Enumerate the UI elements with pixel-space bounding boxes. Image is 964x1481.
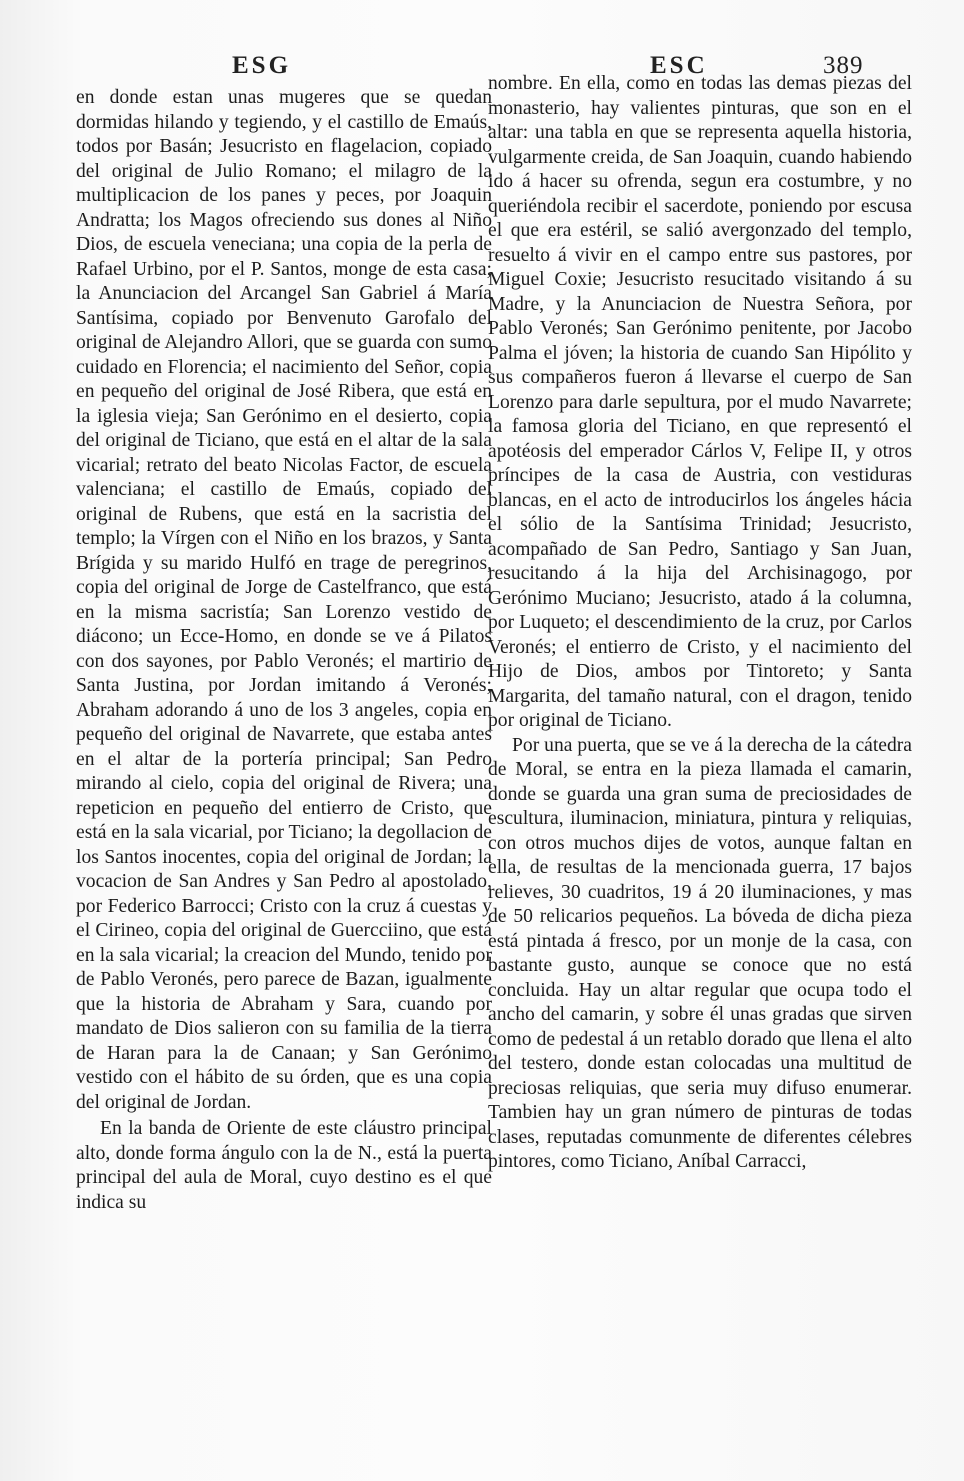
left-paragraph-2: En la banda de Oriente de este cláustro principal alto, donde forma ángulo con la de N., está la puerta principal del aula de Moral, cuyo destino es el que indica su xyxy=(76,1118,492,1213)
right-paragraph-1: nombre. En ella, como en todas las demas piezas del monasterio, hay valientes pinturas, que son en el altar: una tabla en que se representa aquella historia, vulgarmente creida, de San Joaquin, cuando habiendo ido á hacer su ofrenda, segun era costumbre, y no queriéndola recibir el sacerdote, poniendo por escusa el que era estéril, se salió avergonzado del templo, resuelto á vivir en el campo entre sus pastores, por Miguel Coxie; Jesucristo resucitado visitando á su Madre, y la Anunciacion de Nuestra Señora, por Pablo Veronés; San Gerónimo penitente, por Jacobo Palma el jóven; la historia de cuando San Hipólito y sus compañeros fueron á llevarse el cuerpo de San Lorenzo para darle sepultura, por el mudo Navarrete; la famosa gloria del Ticiano, en que representó el apotéosis del emperador Cárlos V, Felipe II, y otros príncipes de la casa de Austria, con vestiduras blancas, en el acto de introducirlos los ángeles hácia el sólio de la Santísima Trinidad; Jesucristo, acompañado de San Pedro, Santiago y San Juan, resucitando á la hija del Archisinagogo, por Gerónimo Muciano; Jesucristo, atado á la columna, por Luqueto; el descendimiento de la cruz, por Carlos Veronés; el entierro de Cristo, y el nacimiento del Hijo de Dios, ambos por Tintoreto; y Santa Margarita, del tamaño natural, con el dragon, tenido por original de Ticiano. xyxy=(488,73,912,731)
running-head-right: ESC xyxy=(650,52,708,79)
right-text-column xyxy=(488,72,912,1175)
page-number: 389 xyxy=(823,52,864,79)
right-paragraph-2: Por una puerta, que se ve á la derecha de la cátedra de Moral, se entra en la pieza llamada el camarin, donde se guarda una gran suma de preciosidades de escultura, iluminacion, miniatura, pintura y reliquias, con otros muchos dijes de votos, aunque faltan en ella, de resultas de la mencionada guerra, 17 bajos relieves, 30 cuadritos, 19 á 20 iluminaciones, y mas de 50 relicarios pequeños. La bóveda de dicha pieza está pintada á fresco, por un monje de la casa, con bastante gusto, aunque se conoce que no está concluida. Hay un altar regular que ocupa todo el ancho del camarin, y sobre él unas gradas que sirven como de pedestal á un retablo dorado que llena el alto del testero, donde estan colocadas una multitud de preciosas reliquias, que seria muy difuso enumerar. Tambien hay un gran número de pinturas de todas clases, reputadas comunmente de diferentes célebres pintores, como Ticiano, Aníbal Carracci, xyxy=(488,734,912,1172)
left-text-column xyxy=(76,86,492,1215)
running-head-left: ESG xyxy=(232,52,292,79)
left-paragraph-1: en donde estan unas mugeres que se quedan dormidas hilando y tegiendo, y el castillo de Emaús, todos por Basán; Jesucristo en flagelacion, copiado del original de Julio Romano; el milagro de la multiplicacion de los panes y peces, por Joaquin Andratta; los Magos ofreciendo sus dones al Niño Dios, de escuela veneciana; una copia de la perla de Rafael Urbino, por el P. Santos, monge de esta casa; la Anunciacion del Arcangel San Gabriel á María Santísima, copiado por Benvenuto Garofalo del original de Alejandro Allori, que se guarda con sumo cuidado en Florencia; el nacimiento del Señor, copia en pequeño del original de José Ribera, que está en la iglesia vieja; San Gerónimo en el desierto, copia del original de Ticiano, que está en el altar de la sala vicarial; retrato del beato Nicolas Factor, de escuela valenciana; el castillo de Emaús, copiado del original de Rubens, que está en la sacristia del templo; la Vírgen con el Niño en los brazos, y Santa Brígida y su marido Hulfó en trage de peregrinos, copia del original de Jorge de Castelfranco, que está en la misma sacristía; San Lorenzo vestido de diácono; un Ecce-Homo, en donde se ve á Pilatos con dos sayones, por Pablo Veronés; el martirio de Santa Justina, por Jordan imitando á Veronés; Abraham adorando á uno de los 3 angeles, copia en pequeño del original de Navarrete, que estaba antes en el altar de la portería principal; San Pedro mirando al cielo, copia del original de Rivera; una repeticion en pequeño del entierro de Cristo, que está en la sala vicarial, por Ticiano; la degollacion de los Santos inocentes, copia del original de Jordan; la vocacion de San Andres y San Pedro al apostolado, por Federico Barrocci; Cristo con la cruz á cuestas y el Cirineo, copia del original de Guercciino, que está en la sala vicarial; la creacion del Mundo, tenido por de Pablo Veronés, pero parece de Bazan, igualmente que la historia de Abraham y Sara, cuando por mandato de Dios salieron con su familia de la tierra de Haran para la de Canaan; y San Gerónimo vestido con el hábito de su órden, que es una copia del original de Jordan. xyxy=(76,87,492,1113)
